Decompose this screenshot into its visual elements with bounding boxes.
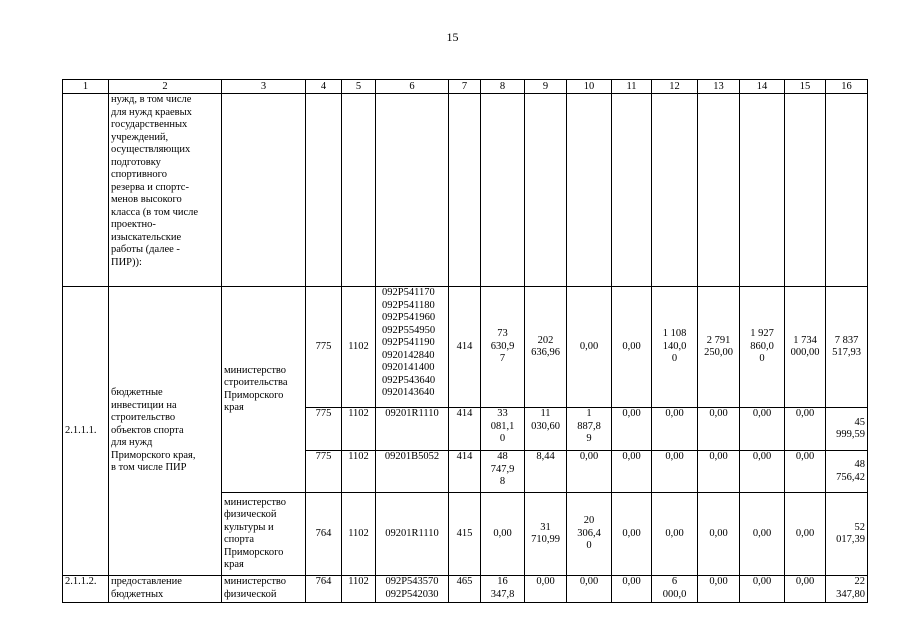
cell: 0,00	[740, 576, 785, 603]
cell: 6 000,0	[652, 576, 698, 603]
cell: 414	[449, 287, 481, 408]
column-header: 13	[698, 80, 740, 94]
cell: 415	[449, 493, 481, 576]
cell: 0,00	[785, 451, 826, 493]
cell: 0,00	[652, 408, 698, 451]
column-header: 4	[306, 80, 342, 94]
cell: 0,00	[740, 451, 785, 493]
item-number: 2.1.1.1.	[63, 287, 109, 576]
cell-codes: 09201B5052	[376, 451, 449, 493]
table-row	[63, 287, 868, 408]
column-header: 7	[449, 80, 481, 94]
ministry-sport: министерство физической культуры и спорта Приморского края	[222, 493, 306, 576]
cell: 0,00	[481, 493, 525, 576]
cell: 764	[306, 493, 342, 576]
cell: 0,00	[567, 576, 612, 603]
page-number: 15	[446, 30, 459, 44]
cell: 465	[449, 576, 481, 603]
column-header: 9	[525, 80, 567, 94]
cell: 202 636,96	[525, 287, 567, 408]
column-header: 3	[222, 80, 306, 94]
item-name: предоставление бюджетных	[109, 576, 222, 603]
cell: 1 887,8 9	[567, 408, 612, 451]
column-header: 16	[826, 80, 868, 94]
cell: 0,00	[698, 576, 740, 603]
cell: 33 081,1 0	[481, 408, 525, 451]
cell-codes: 09201R1110	[376, 408, 449, 451]
cell: 0,00	[698, 493, 740, 576]
cell: 775	[306, 408, 342, 451]
cell: 52 017,39	[826, 493, 868, 576]
cell: 0,00	[567, 287, 612, 408]
cell: 775	[306, 287, 342, 408]
cell: 0,00	[698, 451, 740, 493]
cell: 22 347,80	[826, 576, 868, 603]
column-header: 14	[740, 80, 785, 94]
cell: 7 837 517,93	[826, 287, 868, 408]
column-header: 10	[567, 80, 612, 94]
item-number: 2.1.1.2.	[63, 576, 109, 603]
cell: 1102	[342, 576, 376, 603]
cell: 1 927 860,0 0	[740, 287, 785, 408]
cell: 20 306,4 0	[567, 493, 612, 576]
cell: 0,00	[612, 576, 652, 603]
column-header: 6	[376, 80, 449, 94]
cell: 0,00	[740, 493, 785, 576]
cell: 0,00	[612, 493, 652, 576]
cell-codes: 092P541170 092P541180 092P541960 092P554950 092P541190 0920142840 0920141400 092P543640 0920143640	[376, 287, 449, 408]
column-header: 5	[342, 80, 376, 94]
cell: 0,00	[612, 408, 652, 451]
cell: 0,00	[612, 287, 652, 408]
cell: 11 030,60	[525, 408, 567, 451]
column-header: 12	[652, 80, 698, 94]
cell: 0,00	[652, 493, 698, 576]
continuation-text: нужд, в том числе для нужд краевых государственных учреждений, осуществляющих подготовку спортивного резерва и спортс- менов высокого класса (в том числе проектно- изыскательские работы (далее - ПИР)):	[109, 94, 222, 287]
cell: 414	[449, 408, 481, 451]
cell: 0,00	[785, 408, 826, 451]
column-header: 1	[63, 80, 109, 94]
cell: 764	[306, 576, 342, 603]
cell: 1102	[342, 287, 376, 408]
cell: 16 347,8	[481, 576, 525, 603]
cell: 414	[449, 451, 481, 493]
cell: 1102	[342, 451, 376, 493]
column-header: 15	[785, 80, 826, 94]
cell: 73 630,9 7	[481, 287, 525, 408]
item-name: бюджетные инвестиции на строительство объектов спорта для нужд Приморского края, в том числе ПИР	[109, 287, 222, 576]
cell: 1 108 140,0 0	[652, 287, 698, 408]
cell: 48 747,9 8	[481, 451, 525, 493]
cell: 45 999,59	[826, 408, 868, 451]
cell: 0,00	[785, 576, 826, 603]
cell: 1102	[342, 493, 376, 576]
cell: 0,00	[652, 451, 698, 493]
cell-codes: 09201R1110	[376, 493, 449, 576]
cell: 8,44	[525, 451, 567, 493]
cell: 1 734 000,00	[785, 287, 826, 408]
cell-codes: 092P543570 092P542030	[376, 576, 449, 603]
ministry-construction: министерство строительства Приморского края	[222, 287, 306, 493]
cell: 1102	[342, 408, 376, 451]
budget-table	[62, 79, 868, 603]
cell: 2 791 250,00	[698, 287, 740, 408]
cell: 31 710,99	[525, 493, 567, 576]
cell: 775	[306, 451, 342, 493]
table-row	[63, 576, 868, 603]
cell: 0,00	[525, 576, 567, 603]
column-header: 2	[109, 80, 222, 94]
cell: 0,00	[567, 451, 612, 493]
cell: 0,00	[740, 408, 785, 451]
column-header: 11	[612, 80, 652, 94]
cell: 0,00	[612, 451, 652, 493]
cell: 48 756,42	[826, 451, 868, 493]
column-header: 8	[481, 80, 525, 94]
column-header-row	[63, 80, 868, 94]
cell: 0,00	[785, 493, 826, 576]
cell: 0,00	[698, 408, 740, 451]
ministry-sport: министерство физической	[222, 576, 306, 603]
table-row-continuation	[63, 94, 868, 287]
